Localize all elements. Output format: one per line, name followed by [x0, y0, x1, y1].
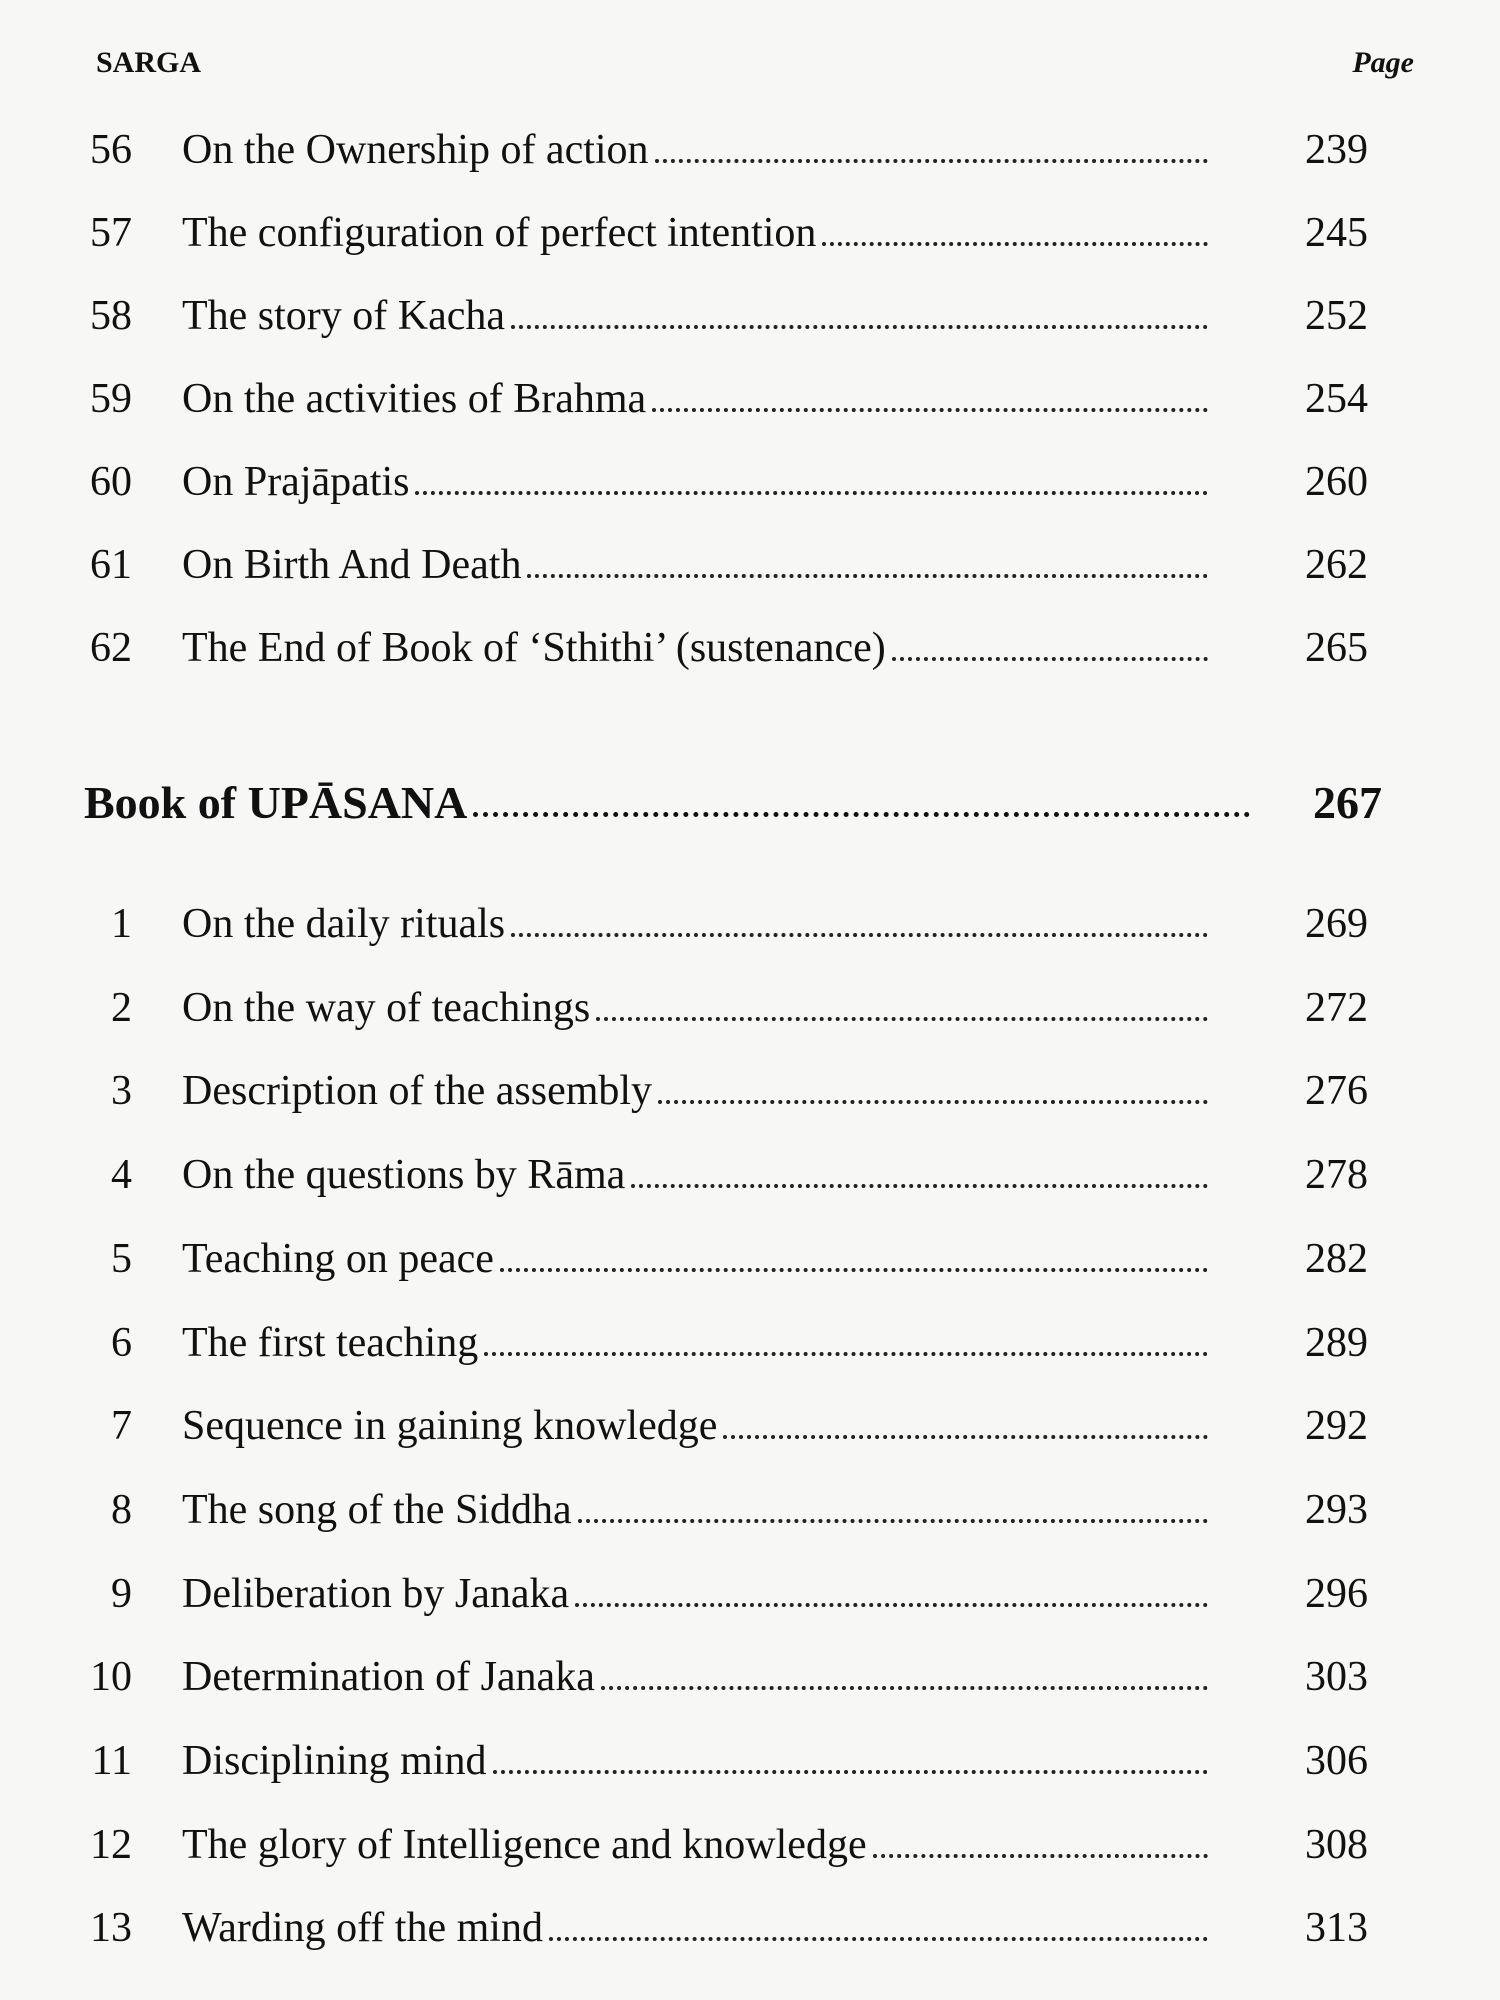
entry-number: 10 — [90, 1654, 132, 1701]
entry-page: 282 — [1305, 1235, 1368, 1282]
leader-dots — [549, 1937, 1208, 1941]
toc-entry — [0, 1313, 1500, 1373]
entry-number: 56 — [90, 127, 132, 173]
page-column-label: Page — [1352, 46, 1414, 79]
toc-entry — [0, 894, 1500, 954]
entry-page: 308 — [1305, 1821, 1368, 1868]
entry-title: Disciplining mind — [182, 1738, 487, 1784]
leader-dots — [652, 408, 1208, 412]
entry-title: On the questions by Rāma — [182, 1152, 626, 1199]
entry-page: 289 — [1305, 1319, 1368, 1366]
toc-entry — [0, 618, 1500, 678]
entry-title: Teaching on peace — [182, 1235, 494, 1282]
entry-number: 58 — [90, 293, 132, 339]
entry-page: 252 — [1305, 293, 1368, 339]
entry-title: The glory of Intelligence and knowledge — [182, 1821, 867, 1868]
entry-title: The story of Kacha — [182, 293, 506, 339]
toc-entry — [0, 1815, 1500, 1875]
entry-page: 260 — [1305, 459, 1368, 505]
toc-entry — [0, 1229, 1500, 1289]
toc-entry — [0, 369, 1500, 429]
book-heading-title: Book of UPĀSANA — [84, 776, 468, 828]
leader-dots — [822, 242, 1208, 246]
entry-title: On Birth And Death — [182, 542, 522, 588]
entry-page: 306 — [1305, 1738, 1368, 1784]
entry-title: Warding off the mind — [182, 1905, 543, 1952]
leader-dots — [596, 1017, 1208, 1021]
entry-number: 59 — [90, 376, 132, 422]
leader-dots — [527, 574, 1208, 578]
sarga-column-label: SARGA — [96, 46, 202, 79]
entry-page: 272 — [1305, 984, 1368, 1031]
entry-page: 245 — [1305, 210, 1368, 256]
leader-dots — [631, 1184, 1208, 1188]
entry-page: 265 — [1305, 625, 1368, 671]
entry-page: 269 — [1305, 901, 1368, 947]
entry-title: The End of Book of ‘Sthithi’ (sustenance) — [182, 625, 886, 671]
toc-entry — [0, 1647, 1500, 1707]
entry-page: 313 — [1305, 1905, 1368, 1952]
leader-dots — [500, 1268, 1208, 1272]
entry-number: 12 — [90, 1821, 132, 1868]
entry-title: Sequence in gaining knowledge — [182, 1403, 718, 1450]
entry-title: The configuration of perfect intention — [182, 210, 817, 256]
toc-entry — [0, 535, 1500, 595]
entry-title: Deliberation by Janaka — [182, 1570, 570, 1617]
leader-dots — [578, 1519, 1208, 1523]
entry-page: 276 — [1305, 1068, 1368, 1115]
entry-number: 57 — [90, 210, 132, 256]
entry-page: 278 — [1305, 1152, 1368, 1199]
leader-dots — [723, 1435, 1208, 1439]
leader-dots — [493, 1770, 1209, 1774]
entry-number: 1 — [111, 901, 132, 947]
entry-number: 4 — [111, 1152, 132, 1199]
entry-title: The song of the Siddha — [182, 1486, 572, 1533]
leader-dots — [484, 1352, 1208, 1356]
entry-number: 8 — [111, 1486, 132, 1533]
entry-number: 5 — [111, 1235, 132, 1282]
entry-number: 62 — [90, 625, 132, 671]
leader-dots — [658, 1100, 1208, 1104]
entry-page: 296 — [1305, 1570, 1368, 1617]
entry-title: The first teaching — [182, 1319, 479, 1366]
entry-page: 293 — [1305, 1486, 1368, 1533]
entry-number: 13 — [90, 1905, 132, 1952]
entry-number: 3 — [111, 1068, 132, 1115]
leader-dots — [473, 812, 1250, 817]
entry-number: 61 — [90, 542, 132, 588]
toc-entry — [0, 203, 1500, 263]
toc-entry — [0, 1731, 1500, 1791]
leader-dots — [511, 325, 1208, 329]
toc-entry — [0, 1564, 1500, 1624]
toc-entry — [0, 1061, 1500, 1121]
toc-entry — [0, 1480, 1500, 1540]
entry-page: 292 — [1305, 1403, 1368, 1450]
entry-title: On the Ownership of action — [182, 127, 649, 173]
leader-dots — [892, 657, 1208, 661]
entry-page: 303 — [1305, 1654, 1368, 1701]
book-heading — [0, 770, 1500, 834]
entry-number: 60 — [90, 459, 132, 505]
toc-entry — [0, 120, 1500, 180]
leader-dots — [575, 1603, 1208, 1607]
book-heading-page: 267 — [1313, 776, 1382, 828]
entry-page: 262 — [1305, 542, 1368, 588]
entry-number: 11 — [91, 1738, 132, 1784]
entry-title: On the activities of Brahma — [182, 376, 647, 422]
leader-dots — [601, 1686, 1208, 1690]
entry-number: 9 — [111, 1570, 132, 1617]
toc-entry — [0, 1145, 1500, 1205]
toc-entry — [0, 1898, 1500, 1958]
leader-dots — [511, 933, 1208, 937]
toc-entry — [0, 1396, 1500, 1456]
toc-entry — [0, 452, 1500, 512]
entry-page: 239 — [1305, 127, 1368, 173]
entry-title: Description of the assembly — [182, 1068, 653, 1115]
entry-number: 7 — [111, 1403, 132, 1450]
toc-entry — [0, 286, 1500, 346]
toc-entry — [0, 978, 1500, 1038]
entry-title: On the way of teachings — [182, 984, 591, 1031]
entry-title: On the daily rituals — [182, 901, 506, 947]
entry-title: On Prajāpatis — [182, 459, 410, 505]
entry-page: 254 — [1305, 376, 1368, 422]
leader-dots — [873, 1854, 1208, 1858]
leader-dots — [655, 159, 1208, 163]
page-header — [96, 46, 1414, 80]
entry-number: 6 — [111, 1319, 132, 1366]
leader-dots — [415, 491, 1208, 495]
entry-number: 2 — [111, 984, 132, 1031]
entry-title: Determination of Janaka — [182, 1654, 595, 1701]
